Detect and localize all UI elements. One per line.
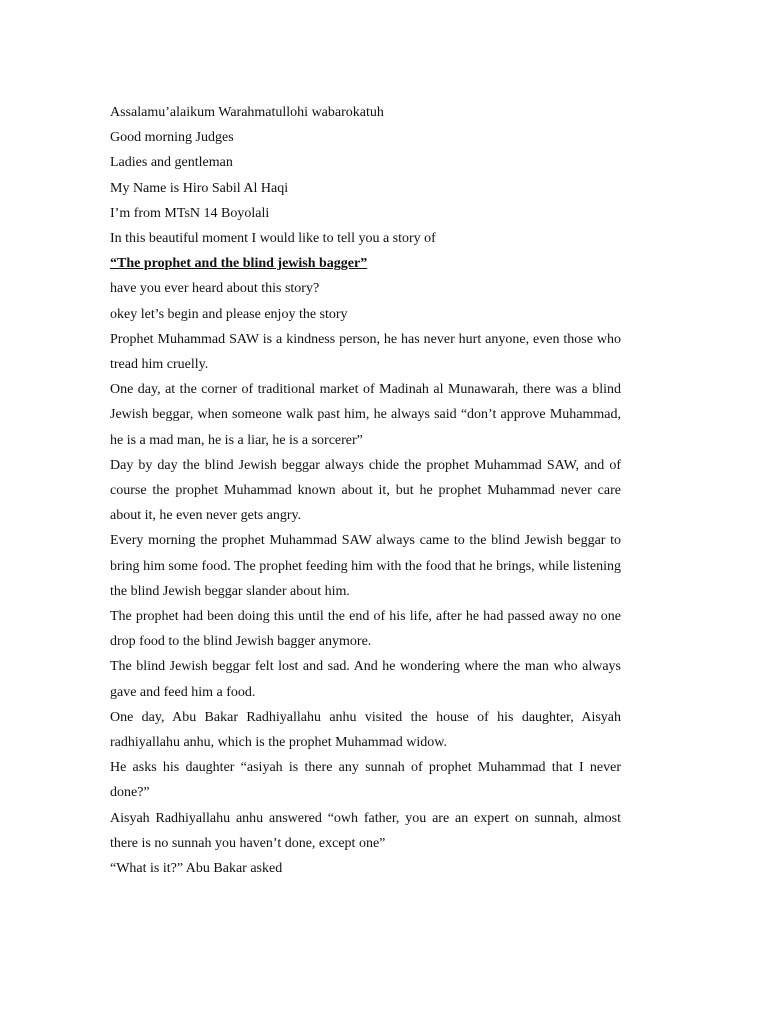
story-paragraph: He asks his daughter “asiyah is there any sunnah of prophet Muhammad that I never done?” (110, 760, 621, 801)
story-paragraph: Aisyah Radhiyallahu anhu answered “owh father, you are an expert on sunnah, almost there is no sunnah you haven’t done, except one” (110, 810, 621, 851)
story-paragraph: The prophet had been doing this until the end of his life, after he had passed away no one drop food to the blind Jewish bagger anymore. (110, 609, 621, 650)
story-paragraph: Every morning the prophet Muhammad SAW always came to the blind Jewish beggar to bring him some food. The prophet feeding him with the food that he brings, while listening the blind Jewish beggar slander about him. (110, 533, 621, 599)
greeting-line: Assalamu’alaikum Warahmatullohi wabarokatuh (110, 105, 384, 120)
story-paragraph: “What is it?” Abu Bakar asked (110, 861, 283, 877)
speaker-school-line: I’m from MTsN 14 Boyolali (110, 205, 270, 221)
story-paragraph: The blind Jewish beggar felt lost and sad. And he wondering where the man who always gave and feed him a food. (110, 659, 621, 700)
greeting-judges-line: Good morning Judges (110, 130, 234, 146)
intro-line: In this beautiful moment I would like to tell you a story of (110, 231, 436, 247)
story-paragraph: One day, Abu Bakar Radhiyallahu anhu visited the house of his daughter, Aisyah radhiyallahu anhu, which is the prophet Muhammad widow. (110, 709, 621, 751)
story-paragraph: Day by day the blind Jewish beggar always chide the prophet Muhammad SAW, and of course the prophet Muhammad known about it, but he prophet Muhammad never care about it, he even never gets angry. (110, 457, 621, 524)
document-body (110, 100, 621, 881)
greeting-audience-line: Ladies and gentleman (110, 155, 233, 171)
question-line: have you ever heard about this story? (110, 281, 320, 297)
story-paragraph: One day, at the corner of traditional market of Madinah al Munawarah, there was a blind Jewish beggar, when someone walk past him, he always said “don’t approve Muhammad, he is a mad man, he is a liar, he is a sorcerer” (110, 382, 621, 448)
story-paragraph: Prophet Muhammad SAW is a kindness person, he has never hurt anyone, even those who tread him cruelly. (110, 331, 621, 373)
begin-line: okey let’s begin and please enjoy the story (110, 306, 348, 322)
story-title: “The prophet and the blind jewish bagger” (110, 256, 368, 272)
speaker-name-line: My Name is Hiro Sabil Al Haqi (110, 180, 289, 196)
